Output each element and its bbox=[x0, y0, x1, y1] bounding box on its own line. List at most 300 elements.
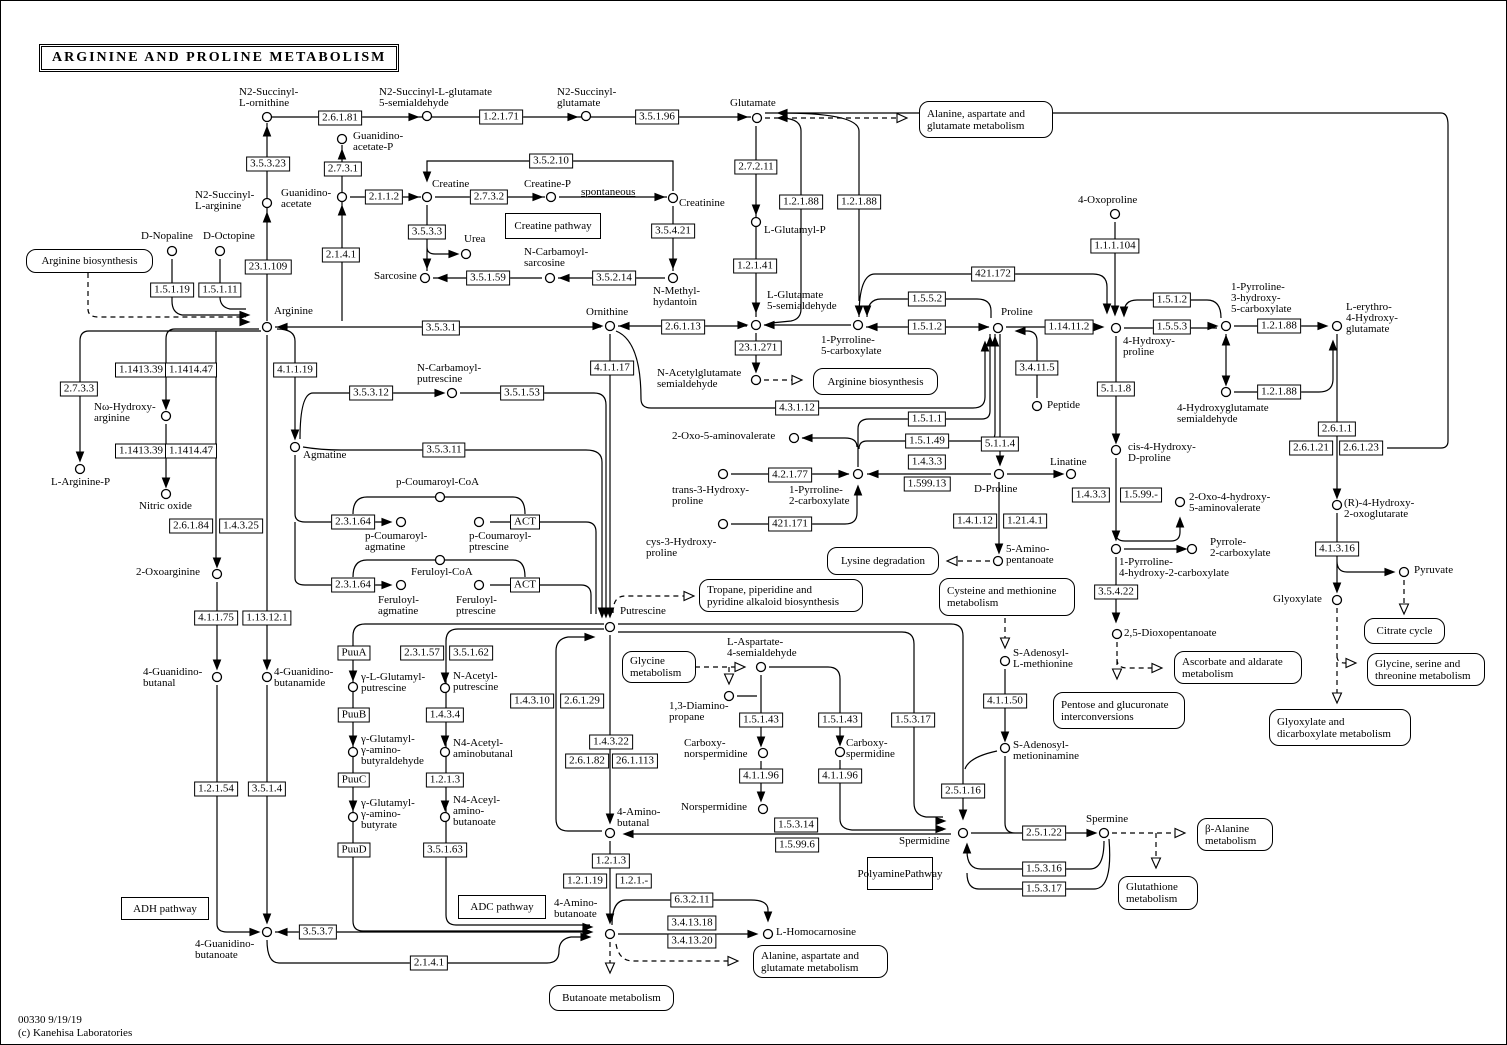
enzyme-box[interactable]: 1.4.3.3 bbox=[1072, 488, 1110, 503]
enzyme-box[interactable]: 3.5.4.21 bbox=[651, 224, 695, 239]
compound-node[interactable] bbox=[669, 194, 678, 203]
arrowhead bbox=[424, 259, 431, 268]
compound-node[interactable] bbox=[1188, 545, 1197, 554]
compound-label: N-Acetylglutamate semialdehyde bbox=[657, 367, 742, 390]
enzyme-box[interactable]: 4.1.1.19 bbox=[273, 363, 317, 378]
enzyme-box[interactable]: 2.6.1.29 bbox=[560, 694, 604, 709]
enzyme-box[interactable]: 3.5.1.96 bbox=[635, 110, 679, 125]
compound-node[interactable] bbox=[1033, 402, 1042, 411]
enzyme-box[interactable]: 2.3.1.57 bbox=[400, 646, 444, 661]
arrowhead bbox=[765, 322, 774, 329]
enzyme-box[interactable]: 2.6.1.84 bbox=[169, 519, 213, 534]
arrowhead bbox=[803, 435, 812, 442]
enzyme-box[interactable]: 3.5.3.1 bbox=[422, 321, 460, 336]
arrowhead bbox=[670, 259, 677, 268]
compound-node[interactable] bbox=[994, 557, 1003, 566]
enzyme-box[interactable]: 1.4.3.3 bbox=[908, 455, 946, 470]
compound-label: 4-Oxoproline bbox=[1078, 194, 1138, 206]
enzyme-box[interactable]: 1.5.1.2 bbox=[1153, 293, 1191, 308]
compound-node[interactable] bbox=[1111, 210, 1120, 219]
compound-label: γ-Glutamyl- γ-amino- butyraldehyde bbox=[361, 733, 424, 767]
compound-node[interactable] bbox=[441, 684, 450, 693]
compound-node[interactable] bbox=[475, 518, 484, 527]
enzyme-box[interactable]: 2.1.4.1 bbox=[322, 248, 360, 263]
pathway-link-box[interactable]: Pentose and glucuronate interconversions bbox=[1053, 692, 1185, 729]
arrowhead bbox=[624, 831, 633, 838]
compound-node[interactable] bbox=[397, 581, 406, 590]
compound-node[interactable] bbox=[423, 193, 432, 202]
enzyme-box[interactable]: 2.6.1.13 bbox=[661, 320, 705, 335]
compound-node[interactable] bbox=[441, 748, 450, 757]
enzyme-box[interactable]: 2.7.3.3 bbox=[60, 382, 98, 397]
enzyme-box[interactable]: 1.2.1.41 bbox=[733, 259, 777, 274]
enzyme-box[interactable]: ACT bbox=[510, 515, 540, 530]
compound-label: Nitric oxide bbox=[139, 500, 192, 512]
arrowhead bbox=[442, 673, 449, 682]
arrowhead bbox=[1054, 471, 1063, 478]
enzyme-box[interactable]: 4.2.1.77 bbox=[768, 468, 812, 483]
enzyme-box[interactable]: 1.4.3.4 bbox=[426, 708, 464, 723]
compound-node[interactable] bbox=[1333, 596, 1342, 605]
compound-node[interactable] bbox=[162, 412, 171, 421]
compound-node[interactable] bbox=[423, 112, 432, 121]
compound-node[interactable] bbox=[1100, 829, 1109, 838]
enzyme-box[interactable]: 1.5.99.- bbox=[1120, 488, 1162, 503]
arrowhead bbox=[869, 471, 878, 478]
arrowhead bbox=[1223, 376, 1230, 385]
compound-node[interactable] bbox=[349, 813, 358, 822]
compound-node[interactable] bbox=[606, 930, 615, 939]
compound-label: cys-3-Hydroxy- proline bbox=[646, 536, 717, 559]
enzyme-box[interactable]: 3.5.2.10 bbox=[529, 154, 573, 169]
compound-node[interactable] bbox=[263, 323, 272, 332]
compound-node[interactable] bbox=[582, 112, 591, 121]
enzyme-box[interactable]: PuuA bbox=[337, 646, 370, 661]
module-label-box[interactable]: Polyamine Pathway bbox=[867, 857, 933, 890]
enzyme-box[interactable]: 1.5.1.2 bbox=[908, 320, 946, 335]
compound-node[interactable] bbox=[349, 683, 358, 692]
enzyme-box[interactable]: 1.4.3.25 bbox=[219, 519, 263, 534]
compound-label: 4-Hydroxyglutamate semialdehyde bbox=[1177, 402, 1269, 425]
pathway-link-box[interactable]: Citrate cycle bbox=[1364, 618, 1445, 644]
arrowhead bbox=[264, 127, 271, 136]
enzyme-box[interactable]: 1.4.3.22 bbox=[589, 735, 633, 750]
compound-label: 4-Amino- butanal bbox=[617, 806, 661, 829]
pathway-link-box[interactable]: Butanoate metabolism bbox=[549, 985, 674, 1011]
enzyme-box[interactable]: 1.21.4.1 bbox=[1003, 514, 1047, 529]
enzyme-box[interactable]: 4.1.1.50 bbox=[983, 694, 1027, 709]
arrowhead bbox=[382, 582, 391, 589]
compound-node[interactable] bbox=[162, 490, 171, 499]
enzyme-box[interactable]: 2.3.1.64 bbox=[331, 515, 375, 530]
compound-node[interactable] bbox=[1176, 498, 1185, 507]
compound-node[interactable] bbox=[76, 465, 85, 474]
compound-node[interactable] bbox=[263, 113, 272, 122]
arrowhead bbox=[163, 478, 170, 487]
enzyme-box[interactable]: 3.5.1.53 bbox=[500, 386, 544, 401]
enzyme-box[interactable]: 3.5.3.3 bbox=[408, 225, 446, 240]
enzyme-box[interactable]: 1.1413.39 bbox=[115, 363, 167, 378]
enzyme-box[interactable]: 3.5.2.14 bbox=[592, 271, 636, 286]
compound-node[interactable] bbox=[338, 135, 347, 144]
enzyme-box[interactable]: 1.5.5.3 bbox=[1153, 320, 1191, 335]
compound-node[interactable] bbox=[213, 570, 222, 579]
hollow-arrowhead bbox=[684, 592, 694, 601]
arrowhead bbox=[936, 818, 945, 825]
enzyme-box[interactable]: 4.1.1.75 bbox=[194, 611, 238, 626]
compound-node[interactable] bbox=[1067, 470, 1076, 479]
arrowhead bbox=[738, 322, 747, 329]
enzyme-box[interactable]: 1.4.1.12 bbox=[953, 514, 997, 529]
pathway-link-box[interactable]: Tropane, piperidine and pyridine alkaloid biosynthesis bbox=[699, 579, 863, 612]
arrowhead bbox=[1334, 583, 1341, 592]
enzyme-box[interactable]: 1.1413.39 bbox=[115, 444, 167, 459]
compound-node[interactable] bbox=[263, 199, 272, 208]
enzyme-box[interactable]: 2.7.2.11 bbox=[734, 160, 777, 175]
compound-label: S-Adenosyl- metioninamine bbox=[1013, 739, 1079, 762]
compound-label: 4-Guanidino- butanamide bbox=[274, 666, 334, 689]
compound-node[interactable] bbox=[1333, 322, 1342, 331]
compound-node[interactable] bbox=[1113, 630, 1122, 639]
enzyme-box[interactable]: 1.2.1.71 bbox=[479, 110, 523, 125]
enzyme-box[interactable]: 23.1.271 bbox=[735, 341, 782, 356]
compound-node[interactable] bbox=[757, 663, 766, 672]
compound-node[interactable] bbox=[1333, 501, 1342, 510]
pathway-link-box[interactable]: Alanine, aspartate and glutamate metabolism bbox=[919, 101, 1053, 138]
compound-label: 4-Hydroxy- proline bbox=[1123, 335, 1175, 358]
enzyme-box[interactable]: 2.6.1.21 bbox=[1289, 441, 1333, 456]
enzyme-box[interactable]: 4.1.1.96 bbox=[818, 769, 862, 784]
arrowhead bbox=[1121, 307, 1128, 316]
compound-label: L-Aspartate- 4-semialdehyde bbox=[727, 636, 797, 659]
enzyme-box[interactable]: 1.5.99.6 bbox=[775, 838, 819, 853]
arrowhead bbox=[1087, 830, 1096, 837]
arrowhead bbox=[1113, 613, 1120, 622]
compound-node[interactable] bbox=[263, 928, 272, 937]
module-label-box[interactable]: ADH pathway bbox=[121, 897, 209, 920]
hollow-arrowhead bbox=[735, 663, 745, 672]
enzyme-box[interactable]: 2.1.4.1 bbox=[410, 956, 448, 971]
arrowhead bbox=[855, 486, 862, 495]
compound-node[interactable] bbox=[606, 623, 615, 632]
compound-node[interactable] bbox=[547, 193, 556, 202]
compound-node[interactable] bbox=[338, 193, 347, 202]
compound-node[interactable] bbox=[995, 470, 1004, 479]
pathway-link-box[interactable]: Glyoxylate and dicarboxylate metabolism bbox=[1269, 709, 1411, 746]
arrowhead bbox=[1318, 323, 1327, 330]
compound-label: 2-Oxoarginine bbox=[136, 566, 200, 578]
arrowhead bbox=[748, 931, 757, 938]
enzyme-box[interactable]: 1.13.12.1 bbox=[242, 611, 291, 626]
enzyme-box[interactable]: 4.1.3.16 bbox=[1315, 542, 1359, 557]
enzyme-box[interactable]: ACT bbox=[510, 578, 540, 593]
arrowhead bbox=[765, 912, 772, 921]
compound-node[interactable] bbox=[349, 748, 358, 757]
hollow-arrowhead bbox=[1001, 638, 1010, 648]
enzyme-box[interactable]: 1.1.1.104 bbox=[1090, 239, 1139, 254]
pathway-link-box[interactable]: Cysteine and methionine metabolism bbox=[939, 578, 1075, 616]
pathway-link-box[interactable]: Glycine metabolism bbox=[622, 651, 696, 683]
enzyme-box[interactable]: 1.5.3.17 bbox=[1022, 882, 1066, 897]
compound-node[interactable] bbox=[753, 114, 762, 123]
compound-node[interactable] bbox=[216, 247, 225, 256]
enzyme-box[interactable]: 1.2.1.19 bbox=[563, 874, 607, 889]
pathway-link-box[interactable]: Arginine biosynthesis bbox=[813, 368, 938, 395]
enzyme-box[interactable]: 5.1.1.8 bbox=[1097, 382, 1135, 397]
compound-node[interactable] bbox=[441, 813, 450, 822]
compound-node[interactable] bbox=[790, 434, 799, 443]
arrowhead bbox=[435, 390, 444, 397]
compound-label: Feruloyl-CoA bbox=[411, 566, 473, 578]
arrowhead bbox=[753, 363, 760, 372]
enzyme-box[interactable]: 1.5.5.2 bbox=[908, 292, 946, 307]
pathway-link-box[interactable]: Arginine biosynthesis bbox=[26, 249, 153, 273]
enzyme-box[interactable]: 1.5.1.1 bbox=[908, 412, 946, 427]
enzyme-box[interactable]: 2.6.1.1 bbox=[1318, 422, 1356, 437]
enzyme-box[interactable]: 1.5.1.43 bbox=[818, 713, 862, 728]
compound-label: 5-Amino- pentanoate bbox=[1006, 543, 1054, 566]
enzyme-box[interactable]: 4.1.1.17 bbox=[590, 361, 634, 376]
enzyme-box[interactable]: 3.4.13.18 bbox=[667, 916, 716, 931]
compound-node[interactable] bbox=[1001, 744, 1010, 753]
compound-node[interactable] bbox=[752, 321, 761, 330]
arrowhead bbox=[1334, 489, 1341, 498]
enzyme-box[interactable]: 3.4.13.20 bbox=[667, 934, 716, 949]
enzyme-box[interactable]: 2.7.3.1 bbox=[324, 162, 362, 177]
compound-label: Nω-Hydroxy- arginine bbox=[94, 401, 156, 424]
enzyme-box[interactable]: 1.2.1.88 bbox=[1257, 319, 1301, 334]
enzyme-box[interactable]: 2.6.1.82 bbox=[565, 754, 609, 769]
arrowhead bbox=[1094, 324, 1103, 331]
arrowhead bbox=[240, 312, 249, 319]
pathway-link-box[interactable]: β-Alanine metabolism bbox=[1197, 818, 1273, 851]
map-id: 00330 9/19/19 bbox=[18, 1014, 82, 1026]
arrowhead bbox=[979, 324, 988, 331]
compound-node[interactable] bbox=[1112, 324, 1121, 333]
hollow-arrowhead bbox=[1400, 604, 1409, 614]
enzyme-box[interactable]: 3.5.1.59 bbox=[466, 271, 510, 286]
compound-label: 2,5-Dioxopentanoate bbox=[1124, 627, 1217, 639]
compound-node[interactable] bbox=[959, 829, 968, 838]
compound-label: p-Coumaroyl- ptrescine bbox=[469, 530, 532, 553]
arrowhead bbox=[264, 213, 271, 222]
compound-node[interactable] bbox=[168, 247, 177, 256]
compound-node[interactable] bbox=[606, 322, 615, 331]
compound-node[interactable] bbox=[759, 805, 768, 814]
compound-node[interactable] bbox=[213, 673, 222, 682]
enzyme-box[interactable]: 1.5.3.17 bbox=[891, 713, 935, 728]
compound-node[interactable] bbox=[752, 218, 761, 227]
compound-node[interactable] bbox=[436, 556, 445, 565]
compound-label: Ornithine bbox=[586, 306, 629, 318]
enzyme-box[interactable]: 1.2.1.88 bbox=[779, 195, 823, 210]
arrowhead bbox=[163, 400, 170, 409]
arrowhead bbox=[449, 251, 458, 258]
compound-node[interactable] bbox=[606, 829, 615, 838]
enzyme-box[interactable]: 3.5.3.12 bbox=[349, 386, 393, 401]
enzyme-box[interactable]: 1.2.1.3 bbox=[426, 773, 464, 788]
map-title-box bbox=[41, 46, 397, 70]
enzyme-box[interactable]: 2.6.1.23 bbox=[1339, 441, 1383, 456]
enzyme-box[interactable]: 26.1.113 bbox=[612, 754, 658, 769]
enzyme-box[interactable]: 3.5.3.11 bbox=[422, 443, 465, 458]
enzyme-box[interactable]: 1.5.3.14 bbox=[774, 818, 818, 833]
arrowhead bbox=[350, 801, 357, 810]
compound-label: Norspermidine bbox=[681, 801, 747, 813]
pathway-link-box[interactable]: Ascorbate and aldarate metabolism bbox=[1174, 651, 1302, 684]
compound-node[interactable] bbox=[854, 321, 863, 330]
compound-label: Putrescine bbox=[620, 605, 666, 617]
arrowhead bbox=[264, 660, 271, 669]
enzyme-box[interactable]: 3.5.3.7 bbox=[299, 925, 337, 940]
enzyme-box[interactable]: 5.1.1.4 bbox=[981, 437, 1019, 452]
enzyme-box[interactable]: 1.5.3.16 bbox=[1022, 862, 1066, 877]
enzyme-box[interactable]: 1.2.1.54 bbox=[194, 782, 238, 797]
compound-node[interactable] bbox=[1001, 657, 1010, 666]
compound-node[interactable] bbox=[836, 748, 845, 757]
compound-label: N2-Succinyl- L-arginine bbox=[195, 189, 255, 212]
arrowhead bbox=[438, 275, 447, 282]
compound-node[interactable] bbox=[1400, 568, 1409, 577]
compound-label: 2-Oxo-5-aminovalerate bbox=[672, 430, 776, 442]
enzyme-box[interactable]: 1.5.1.49 bbox=[905, 434, 949, 449]
enzyme-box[interactable]: 1.5.1.43 bbox=[739, 713, 783, 728]
enzyme-box[interactable]: 3.5.1.63 bbox=[423, 843, 467, 858]
pathway-link-box[interactable]: Alanine, aspartate and glutamate metabolism bbox=[753, 945, 888, 978]
arrowhead bbox=[1223, 336, 1230, 345]
compound-node[interactable] bbox=[1112, 446, 1121, 455]
arrowhead bbox=[350, 671, 357, 680]
compound-label: 2-Oxo-4-hydroxy- 5-aminovalerate bbox=[1189, 491, 1271, 514]
compound-node[interactable] bbox=[291, 443, 300, 452]
enzyme-box[interactable]: 1.5.1.11 bbox=[198, 283, 241, 298]
enzyme-box[interactable]: 23.1.109 bbox=[245, 260, 292, 275]
compound-label: L-Homocarnosine bbox=[776, 926, 857, 938]
compound-label: D-Octopine bbox=[203, 230, 255, 242]
compound-node[interactable] bbox=[475, 581, 484, 590]
enzyme-box[interactable]: 1.14.11.2 bbox=[1045, 320, 1094, 335]
compound-node[interactable] bbox=[263, 673, 272, 682]
arrowhead bbox=[560, 275, 569, 282]
compound-node[interactable] bbox=[764, 930, 773, 939]
compound-node[interactable] bbox=[994, 324, 1003, 333]
compound-node[interactable] bbox=[1222, 322, 1231, 331]
enzyme-box[interactable]: 1.2.1.88 bbox=[837, 195, 881, 210]
arrowhead bbox=[607, 814, 614, 823]
enzyme-box[interactable]: 3.5.1.4 bbox=[248, 782, 286, 797]
enzyme-box[interactable]: 1.2.1.88 bbox=[1257, 385, 1301, 400]
enzyme-box[interactable]: 2.7.3.2 bbox=[470, 190, 508, 205]
compound-label: Guanidino- acetate bbox=[281, 187, 332, 210]
enzyme-box[interactable]: 421.171 bbox=[768, 517, 812, 532]
enzyme-box[interactable]: 2.5.1.16 bbox=[941, 784, 985, 799]
compound-label: Creatinine bbox=[679, 197, 725, 209]
compound-label: L-Arginine-P bbox=[51, 476, 111, 488]
compound-node[interactable] bbox=[462, 250, 471, 259]
enzyme-box[interactable]: 421.172 bbox=[971, 267, 1015, 282]
compound-node[interactable] bbox=[752, 376, 761, 385]
pathway-link-box[interactable]: Glycine, serine and threonine metabolism bbox=[1367, 653, 1485, 686]
enzyme-box[interactable]: 2.5.1.22 bbox=[1022, 826, 1066, 841]
enzyme-box[interactable]: 2.6.1.81 bbox=[318, 111, 362, 126]
arrowhead bbox=[868, 324, 877, 331]
map-title: ARGININE AND PROLINE METABOLISM bbox=[52, 50, 387, 65]
enzyme-box[interactable]: PuuD bbox=[337, 843, 370, 858]
arrowhead bbox=[1330, 341, 1337, 350]
enzyme-box[interactable]: 1.4.3.10 bbox=[510, 694, 554, 709]
compound-label: D-Nopaline bbox=[141, 230, 193, 242]
compound-node[interactable] bbox=[546, 274, 555, 283]
hollow-arrowhead bbox=[725, 674, 734, 684]
enzyme-box[interactable]: 3.5.4.22 bbox=[1094, 585, 1138, 600]
compound-label: γ-Glutamyl- γ-amino- butyrate bbox=[361, 797, 415, 831]
arrowhead bbox=[738, 114, 747, 121]
enzyme-box[interactable]: 2.3.1.64 bbox=[331, 578, 375, 593]
arrowhead bbox=[240, 319, 249, 326]
pathway-link-box[interactable]: Lysine degradation bbox=[827, 547, 939, 575]
compound-node[interactable] bbox=[854, 470, 863, 479]
enzyme-box[interactable]: 4.3.1.12 bbox=[775, 401, 819, 416]
module-label-box[interactable]: Creatine pathway bbox=[505, 213, 601, 239]
compound-node[interactable] bbox=[719, 470, 728, 479]
compound-node[interactable] bbox=[1112, 545, 1121, 554]
compound-label: N2-Succinyl- L-ornithine bbox=[239, 86, 299, 109]
enzyme-box[interactable]: 1.1414.47 bbox=[165, 444, 217, 459]
enzyme-box[interactable]: 4.1.1.96 bbox=[739, 769, 783, 784]
arrowhead bbox=[339, 206, 346, 215]
compound-label: N2-Succinyl-L-glutamate 5-semialdehyde bbox=[379, 86, 493, 109]
compound-node[interactable] bbox=[719, 520, 728, 529]
enzyme-box[interactable]: 1.2.1.3 bbox=[592, 854, 630, 869]
reaction-annotation: spontaneous bbox=[581, 186, 636, 198]
enzyme-box[interactable]: 1.599.13 bbox=[904, 477, 951, 492]
enzyme-box[interactable]: 3.5.1.62 bbox=[449, 646, 493, 661]
compound-label: N-Carbamoyl- putrescine bbox=[417, 362, 482, 385]
compound-node[interactable] bbox=[448, 389, 457, 398]
arrowhead bbox=[1177, 546, 1186, 553]
hollow-arrowhead bbox=[947, 557, 957, 566]
compound-label: Sarcosine bbox=[374, 270, 417, 282]
compound-node[interactable] bbox=[397, 518, 406, 527]
enzyme-box[interactable]: 2.1.1.2 bbox=[365, 190, 403, 205]
compound-label: N-Carbamoyl- sarcosine bbox=[524, 246, 589, 269]
compound-label: trans-3-Hydroxy- proline bbox=[672, 484, 749, 507]
enzyme-box[interactable]: 1.2.1.- bbox=[616, 874, 652, 889]
arrowhead bbox=[936, 826, 945, 833]
compound-label: N-Methyl- hydantoin bbox=[653, 285, 701, 308]
module-label-box[interactable]: ADC pathway bbox=[458, 895, 546, 919]
compound-label: N2-Succinyl- glutamate bbox=[557, 86, 617, 109]
compound-node[interactable] bbox=[436, 493, 445, 502]
pathway-link-box[interactable]: Glutathione metabolism bbox=[1118, 876, 1198, 910]
compound-label: 4-Amino- butanoate bbox=[554, 897, 598, 920]
compound-node[interactable] bbox=[669, 274, 678, 283]
compound-label: p-Coumaroyl-CoA bbox=[396, 476, 480, 488]
compound-node[interactable] bbox=[421, 274, 430, 283]
enzyme-box[interactable]: 6.3.2.11 bbox=[670, 893, 713, 908]
enzyme-box[interactable]: PuuB bbox=[338, 708, 370, 723]
enzyme-box[interactable]: 3.4.11.5 bbox=[1015, 361, 1058, 376]
compound-label: Glutamate bbox=[730, 97, 776, 109]
enzyme-box[interactable]: 1.1414.47 bbox=[165, 363, 217, 378]
enzyme-box[interactable]: PuuC bbox=[338, 773, 370, 788]
enzyme-box[interactable]: 3.5.3.23 bbox=[246, 157, 290, 172]
hollow-arrowhead bbox=[1152, 858, 1161, 868]
hollow-arrowhead bbox=[897, 114, 907, 123]
enzyme-box[interactable]: 1.5.1.19 bbox=[150, 283, 194, 298]
compound-node[interactable] bbox=[1222, 388, 1231, 397]
compound-node[interactable] bbox=[759, 749, 768, 758]
